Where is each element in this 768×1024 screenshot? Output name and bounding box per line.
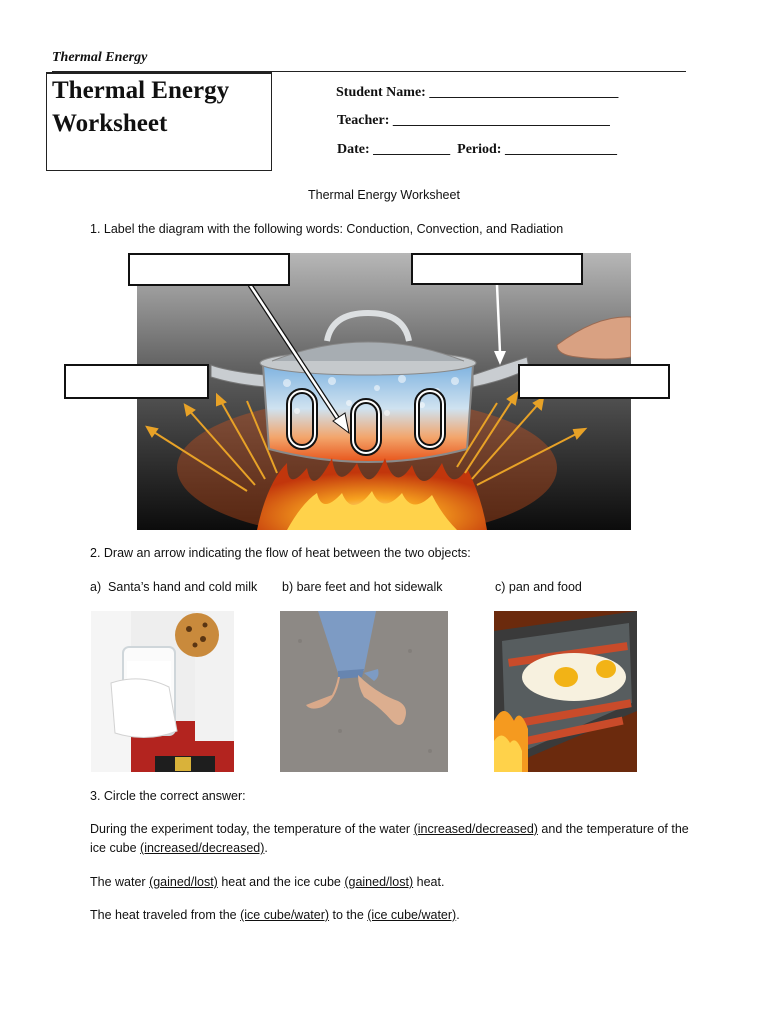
choice-ice-heat[interactable]: (gained/lost) xyxy=(344,875,414,889)
question-1-prompt: 1. Label the diagram with the following words: Conduction, Convection, and Radiation xyxy=(90,222,564,236)
question-3-sentence-2 xyxy=(90,873,690,892)
sentence-2-text-b: heat and the ice cube xyxy=(217,875,345,889)
sentence-1-text-b: and the temperature of the ice cube xyxy=(90,822,689,855)
choice-heat-to[interactable]: (ice cube/water) xyxy=(367,908,457,922)
question-2a-label: a) Santa’s hand and cold milk xyxy=(90,580,258,594)
choice-water-temperature[interactable]: (increased/decreased) xyxy=(413,822,538,836)
label-box-left[interactable] xyxy=(64,364,209,399)
choice-water-heat[interactable]: (gained/lost) xyxy=(149,875,218,889)
label-box-top-left[interactable] xyxy=(128,253,290,286)
santa-milk-photo xyxy=(91,611,234,772)
bare-feet-sidewalk-photo xyxy=(280,611,448,772)
label-box-top-right[interactable] xyxy=(411,253,583,285)
sentence-1-text-a: During the experiment today, the temperature of the water xyxy=(90,822,414,836)
sentence-2-text-c: heat. xyxy=(413,875,445,889)
question-3-sentence-3 xyxy=(90,906,690,925)
question-3-prompt: 3. Circle the correct answer: xyxy=(90,789,246,803)
pan-food-photo xyxy=(494,611,637,772)
date-period-field[interactable]: Date: ___________ Period: ________________ xyxy=(337,142,617,157)
student-name-field[interactable]: Student Name: ___________________________ xyxy=(336,85,619,100)
choice-heat-from[interactable]: (ice cube/water) xyxy=(240,908,330,922)
question-2c-label: c) pan and food xyxy=(495,580,582,594)
question-3-sentence-1 xyxy=(90,820,690,858)
title-line-1: Thermal Energy xyxy=(52,77,230,104)
title-line-2: Worksheet xyxy=(52,110,168,137)
sentence-2-text-a: The water xyxy=(90,875,150,889)
question-2-prompt: 2. Draw an arrow indicating the flow of heat between the two objects: xyxy=(90,546,471,560)
question-2b-label: b) bare feet and hot sidewalk xyxy=(282,580,443,594)
label-box-right[interactable] xyxy=(518,364,670,399)
worksheet-title xyxy=(52,74,267,140)
subtitle: Thermal Energy Worksheet xyxy=(308,188,460,202)
sentence-3-text-b: to the xyxy=(329,908,368,922)
sentence-3-text-a: The heat traveled from the xyxy=(90,908,241,922)
teacher-field[interactable]: Teacher: _______________________________ xyxy=(337,113,610,128)
header-label: Thermal Energy xyxy=(52,50,148,65)
choice-ice-temperature[interactable]: (increased/decreased) xyxy=(140,841,265,855)
sentence-1-text-c: . xyxy=(264,841,268,855)
sentence-3-text-c: . xyxy=(456,908,460,922)
